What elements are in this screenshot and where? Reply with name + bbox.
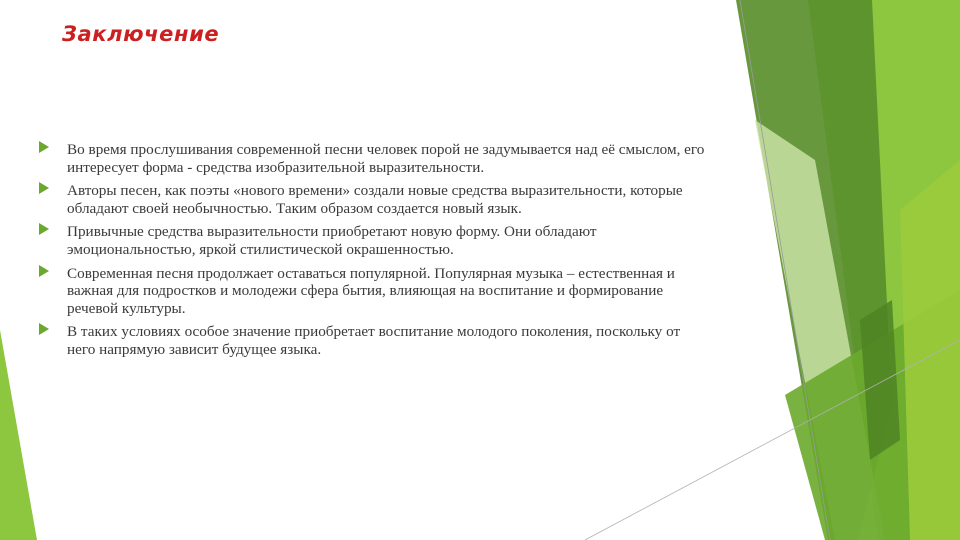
bullet-item: [38, 265, 708, 318]
bullet-item: [38, 141, 708, 176]
bullet-list: [38, 141, 708, 365]
triangle-bullet-icon: [39, 141, 49, 153]
triangle-bullet-icon: [39, 323, 49, 335]
bullet-item: [38, 182, 708, 217]
bullet-text: Современная песня продолжает оставаться популярной. Популярная музыка – естественная и важная для подростков и молодежи сфера бытия, влияющая на воспитание и формирование речевой культуры.: [67, 264, 675, 317]
slide-title: Заключение: [62, 22, 220, 46]
bullet-text: Авторы песен, как поэты «нового времени» создали новые средства выразительности, которые обладают своей необычностью. Таким образом создается новый язык.: [67, 182, 683, 217]
bullet-item: [38, 323, 708, 358]
bullet-text: В таких условиях особое значение приобретает воспитание молодого поколения, поскольку от него напрямую зависит будущее языка.: [67, 323, 681, 358]
bullet-text: Привычные средства выразительности приобретают новую форму. Они обладают эмоциональностью, яркой стилистической окрашенностью.: [67, 223, 597, 258]
right-yellow-green-panel: [900, 160, 960, 540]
left-green-wedge: [0, 330, 37, 540]
bullet-text: Во время прослушивания современной песни человек порой не задумывается над её смыслом, его интересует форма - средства изобразительной выразительности.: [67, 141, 705, 176]
triangle-bullet-icon: [39, 223, 49, 235]
triangle-bullet-icon: [39, 265, 49, 277]
bullet-item: [38, 223, 708, 258]
triangle-bullet-icon: [39, 182, 49, 194]
